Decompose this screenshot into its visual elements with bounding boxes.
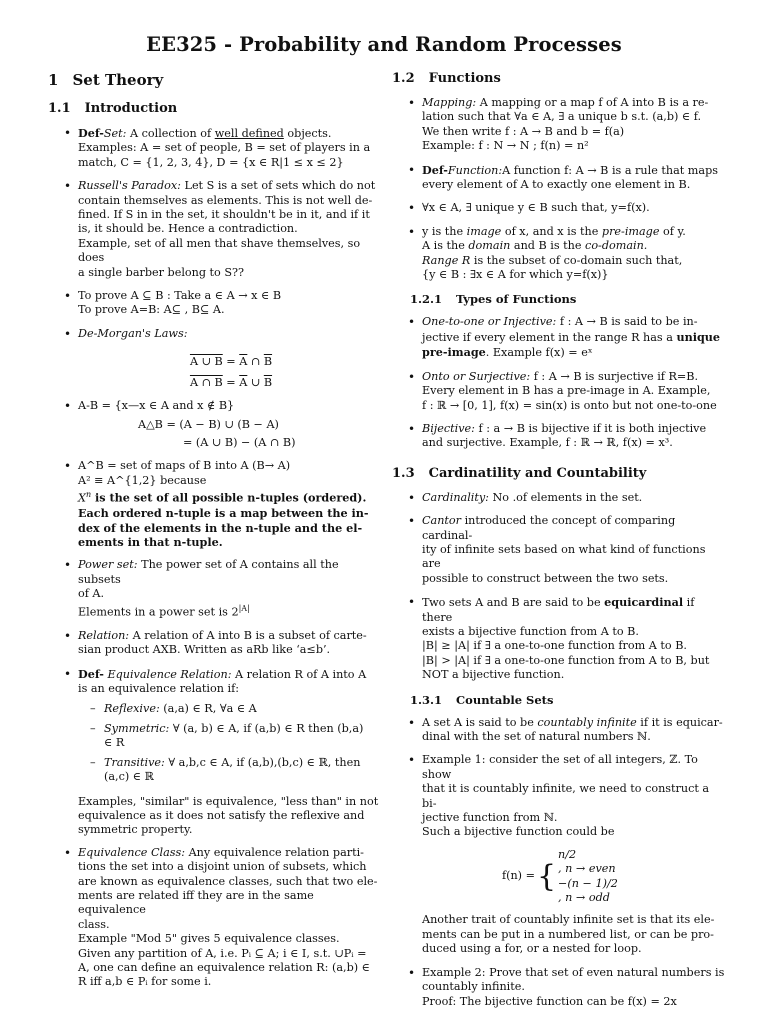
list-item-function-def: • Def-Function:A function f: A → B is a rule that maps every element of A to exactly one element in B.: [392, 163, 726, 193]
equivalence-properties: [78, 702, 384, 784]
list-item-countably-infinite: • A set A is said to be countably infinite if it is equicar- dinal with the set of natural numbers ℕ.: [392, 716, 726, 745]
equivalence-class-list: [48, 846, 384, 990]
list-item-mapping: • Mapping: A mapping or a map f of A into B is a re- lation such that ∀a ∈ A, ∃ a unique b s.t. (a,b) ∈ f. We then write f : A → B and b = f(a) Example: f : N → N ; f(n) = n²: [392, 96, 726, 154]
property-symmetric: – Symmetric: ∀ (a, b) ∈ A, if (a,b) ∈ R then (b,a) ∈ R: [78, 722, 384, 751]
list-item-cardinality: • Cardinality: No .of elements in the set.: [392, 491, 726, 505]
right-column: [392, 70, 726, 1019]
list-item-forall: • ∀x ∈ A, ∃ unique y ∈ B such that, y=f(x).: [392, 201, 726, 215]
subsection-heading: 1.1 Introduction: [48, 101, 178, 116]
list-item-equivalence-relation: • Def- Equivalence Relation: A relation R of A into A is an equivalence relation if: – Reflexive: (a,a) ∈ R, ∀a ∈ A – Symmetric: ∀ (a, b) ∈ A, if (a,b) ∈ R then (b,a) ∈ R – Transitive: ∀ a,b,c ∈ A, if (a,b),(b,c) ∈ ℝ, then (a,c) ∈ ℝ: [48, 667, 384, 785]
list-item-russell: • Russell's Paradox: Let S is a set of sets which do not contain themselves as elements. This is not well de- fined. If S in in the set, it shouldn't be in it, and if it is, it should be. Hence a contradiction. Example, set of all men that shave themselves, so does a single barber belong to S??: [48, 179, 384, 280]
property-reflexive: – Reflexive: (a,a) ∈ R, ∀a ∈ A: [78, 702, 384, 716]
equation-demorgan-2: A ∩ $B = \overline{A}$ ∪ $\overline{B}$: [189, 375, 273, 389]
list-item-example-2: • Example 2: Prove that set of even natural numbers is countably infinite. Proof: The bijective function can be f(x) = 2x: [392, 966, 726, 1009]
list-item-injective: • One-to-one or Injective: f : A → B is said to be in- jective if every element in the range R has a unique pre-image. Example f(x) = eˣ: [392, 315, 726, 360]
types-of-functions-list: [392, 315, 726, 450]
countable-sets-list: [392, 716, 726, 1009]
list-item-surjective: • Onto or Surjective: f : A → B is surjective if R=B. Every element in B has a pre-image in A. Example, f : ℝ → [0, 1], f(x) = sin(x) is onto but not one-to-one: [392, 370, 726, 413]
left-column: [48, 70, 384, 1000]
subsubsection-heading: 1.3.1 Countable Sets: [410, 692, 554, 707]
list-item-maps: • A^B = set of maps of B into A (B→ A) A² ≡ A^{1,2} because $X^n$ is the set of all possible n-tuples (ordered). Each ordered n-tuple is a map between the in- dex of the elements in the n-tuple and the el- ements in that n-tuple.: [48, 459, 384, 549]
property-transitive: – Transitive: ∀ a,b,c ∈ A, if (a,b),(b,c) ∈ ℝ, then (a,c) ∈ ℝ: [78, 756, 384, 785]
section-heading: 1 Set Theory: [48, 71, 164, 89]
list-item-def-set: • Def-Set: A collection of well defined objects. Examples: A = set of people, B = set of players in a match, C = {1, 2, 3, 4}, D = {x ∈ R|1 ≤ x ≤ 2}: [48, 126, 384, 170]
list-item-cantor: • Cantor introduced the concept of comparing cardinal- ity of infinite sets based on what kind of functions are possible to construct between the two sets.: [392, 514, 726, 586]
list-item-prove-subset: • To prove A ⊆ B : Take a ∈ A → x ∈ B To prove A=B: A⊆ , B⊆ A.: [48, 289, 384, 318]
subsection-heading: 1.3 Cardinatility and Countability: [392, 465, 647, 481]
list-item-example-1: • Example 1: consider the set of all integers, ℤ. To show that it is countably infinite, we need to construct a bi- jective function from ℕ. Such a bijective function could be f(n) = { n/2 , n → even −(n − 1)/2 , n → odd Another trait of countably infinite set is that its ele- ments can be put in a numbered list, or can be pro- duced using a for, or a nested for loop.: [392, 753, 726, 956]
list-item-bijective: • Bijective: f : a → B is bijective if it is both injective and surjective. Example, f : ℝ → ℝ, f(x) = x³.: [392, 422, 726, 451]
subsection-heading: 1.2 Functions: [392, 71, 501, 86]
subsubsection-heading: 1.2.1 Types of Functions: [410, 292, 577, 307]
list-item-power-set: • Power set: The power set of A contains all the subsets of A. Elements in a power set is $2^{|A|}$: [48, 558, 384, 619]
list-item-equivalence-class: • Equivalence Class: Any equivalence relation parti- tions the set into a disjoint union of subsets, which are known as equivalence classes, such that two ele- ments are related iff they are in the same equivalence class. Example "Mod 5" gives 5 equivalence classes. Given any partition of A, i.e. Pᵢ ⊆ A; i ∈ I, s.t. ∪Pᵢ = A, one can define an equivalence relation R: (a,b) ∈ R iff a,b ∈ Pᵢ for some i.: [48, 846, 384, 990]
functions-list: [392, 96, 726, 282]
list-item-relation: • Relation: A relation of A into B is a subset of carte- sian product AXB. Written as aRb like ‘a≤b’.: [48, 629, 384, 658]
cardinality-list: [392, 491, 726, 683]
equation-symmetric-difference-2: = (A ∪ B) − (A ∩ B): [183, 435, 296, 449]
equation-demorgan-1: A ∪ $B = \overline{A}$ ∩ $\overline{B}$: [189, 355, 273, 369]
document-title: EE325 - Probability and Random Processes: [146, 33, 622, 56]
list-item-set-difference: • A-B = {x—x ∈ A and x ∉ B} A△B = (A − B) ∪ (B − A) = (A ∪ B) − (A ∩ B): [48, 399, 384, 450]
list-item-equicardinal: • Two sets A and B are said to be equicardinal if there exists a bijective function from A to B. |B| ≥ |A| if ∃ a one-to-one function from A to B. |B| > |A| if ∃ a one-to-one function from A to B, but NOT a bijective function.: [392, 595, 726, 682]
list-item-image: • y is the image of x, and x is the pre-image of y. A is the domain and B is the co-domain. Range R is the subset of co-domain such that, {y ∈ B : ∃x ∈ A for which y=f(x)}: [392, 225, 726, 283]
brace-glyph: {: [536, 858, 557, 894]
list-item-demorgan: • De-Morgan's Laws: A ∪ $B = \overline{A}$ ∩ $\overline{B}$ A ∩ $B = \overline{A}$ ∪ $\overline{B}$: [48, 327, 384, 390]
equation-symmetric-difference: A△B = (A − B) ∪ (B − A): [138, 417, 279, 431]
paragraph-equivalence-examples: Examples, "similar" is equivalence, "less than" in not equivalence as it does not satisfy the reflexive and symmetric property.: [78, 794, 379, 837]
intro-list: [48, 126, 384, 785]
equation-piecewise: f(n) = { n/2 , n → even −(n − 1)/2 , n → odd: [501, 847, 618, 905]
